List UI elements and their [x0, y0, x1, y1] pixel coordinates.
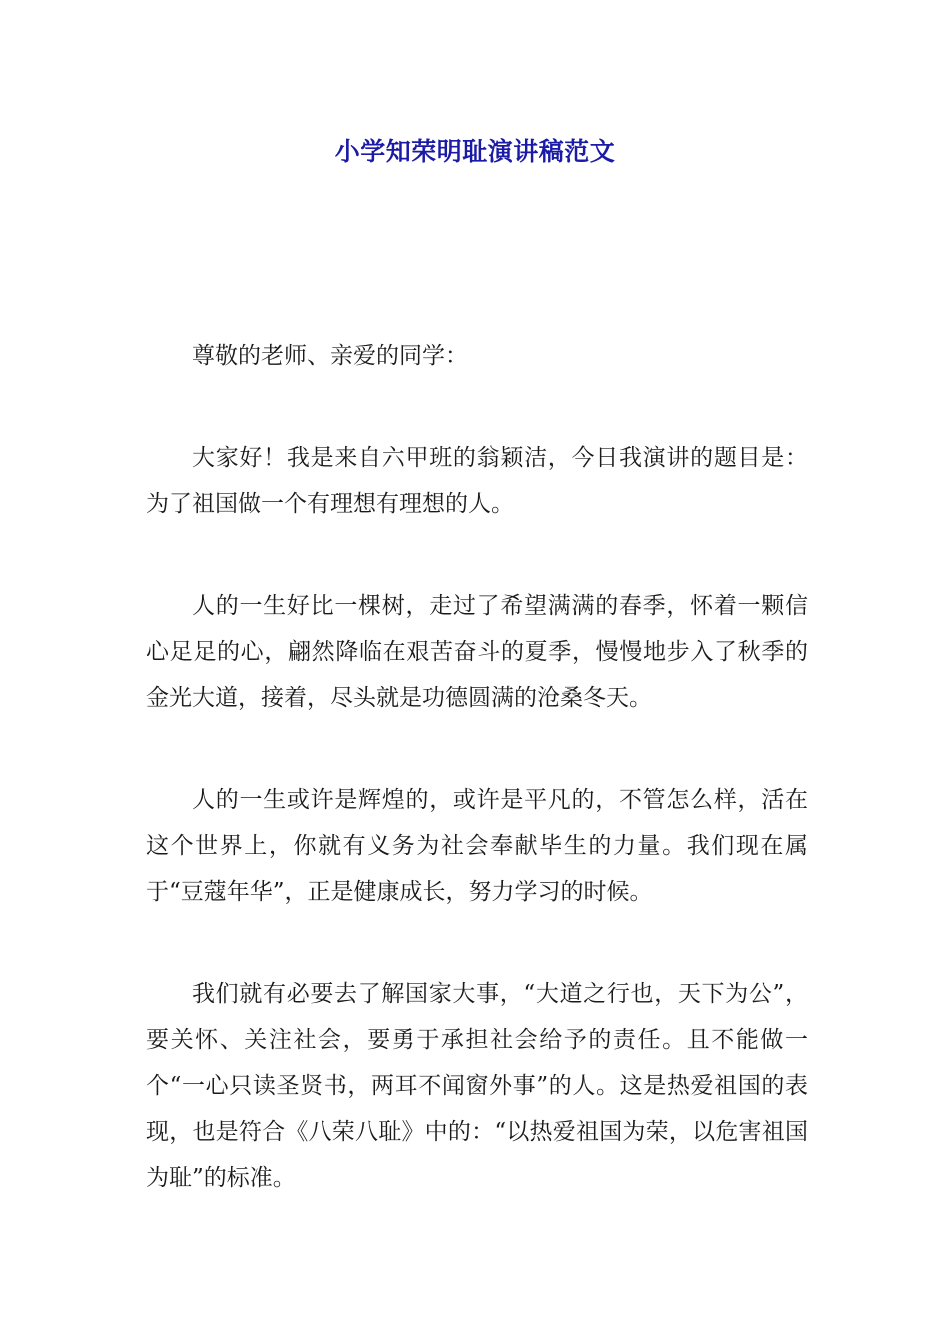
- document-body: [146, 333, 808, 1257]
- paragraph-national-affairs: 我们就有必要去了解国家大事，“大道之行也，天下为公”，要关怀、关注社会，要勇于承担社会给予的责任。且不能做一个“一心只读圣贤书，两耳不闻窗外事”的人。这是热爱祖国的表现，也是符合《八荣八耻》中的：“以热爱祖国为荣，以危害祖国为耻”的标准。: [146, 981, 808, 1191]
- paragraph-tree-metaphor: 人的一生好比一棵树，走过了希望满满的春季，怀着一颗信心足足的心，翩然降临在艰苦奋斗的夏季，慢慢地步入了秋季的金光大道，接着，尽头就是功德圆满的沧桑冬天。: [146, 593, 808, 711]
- paragraph-salutation: 尊敬的老师、亲爱的同学：: [192, 343, 468, 369]
- paragraph-life-duty: 人的一生或许是辉煌的，或许是平凡的，不管怎么样，活在这个世界上，你就有义务为社会奉献毕生的力量。我们现在属于“豆蔻年华”，正是健康成长，努力学习的时候。: [146, 787, 808, 905]
- document-title: 小学知荣明耻演讲稿范文: [334, 137, 616, 166]
- paragraph-greeting: 大家好！我是来自六甲班的翁颖洁，今日我演讲的题目是：为了祖国做一个有理想有理想的人。: [146, 445, 808, 517]
